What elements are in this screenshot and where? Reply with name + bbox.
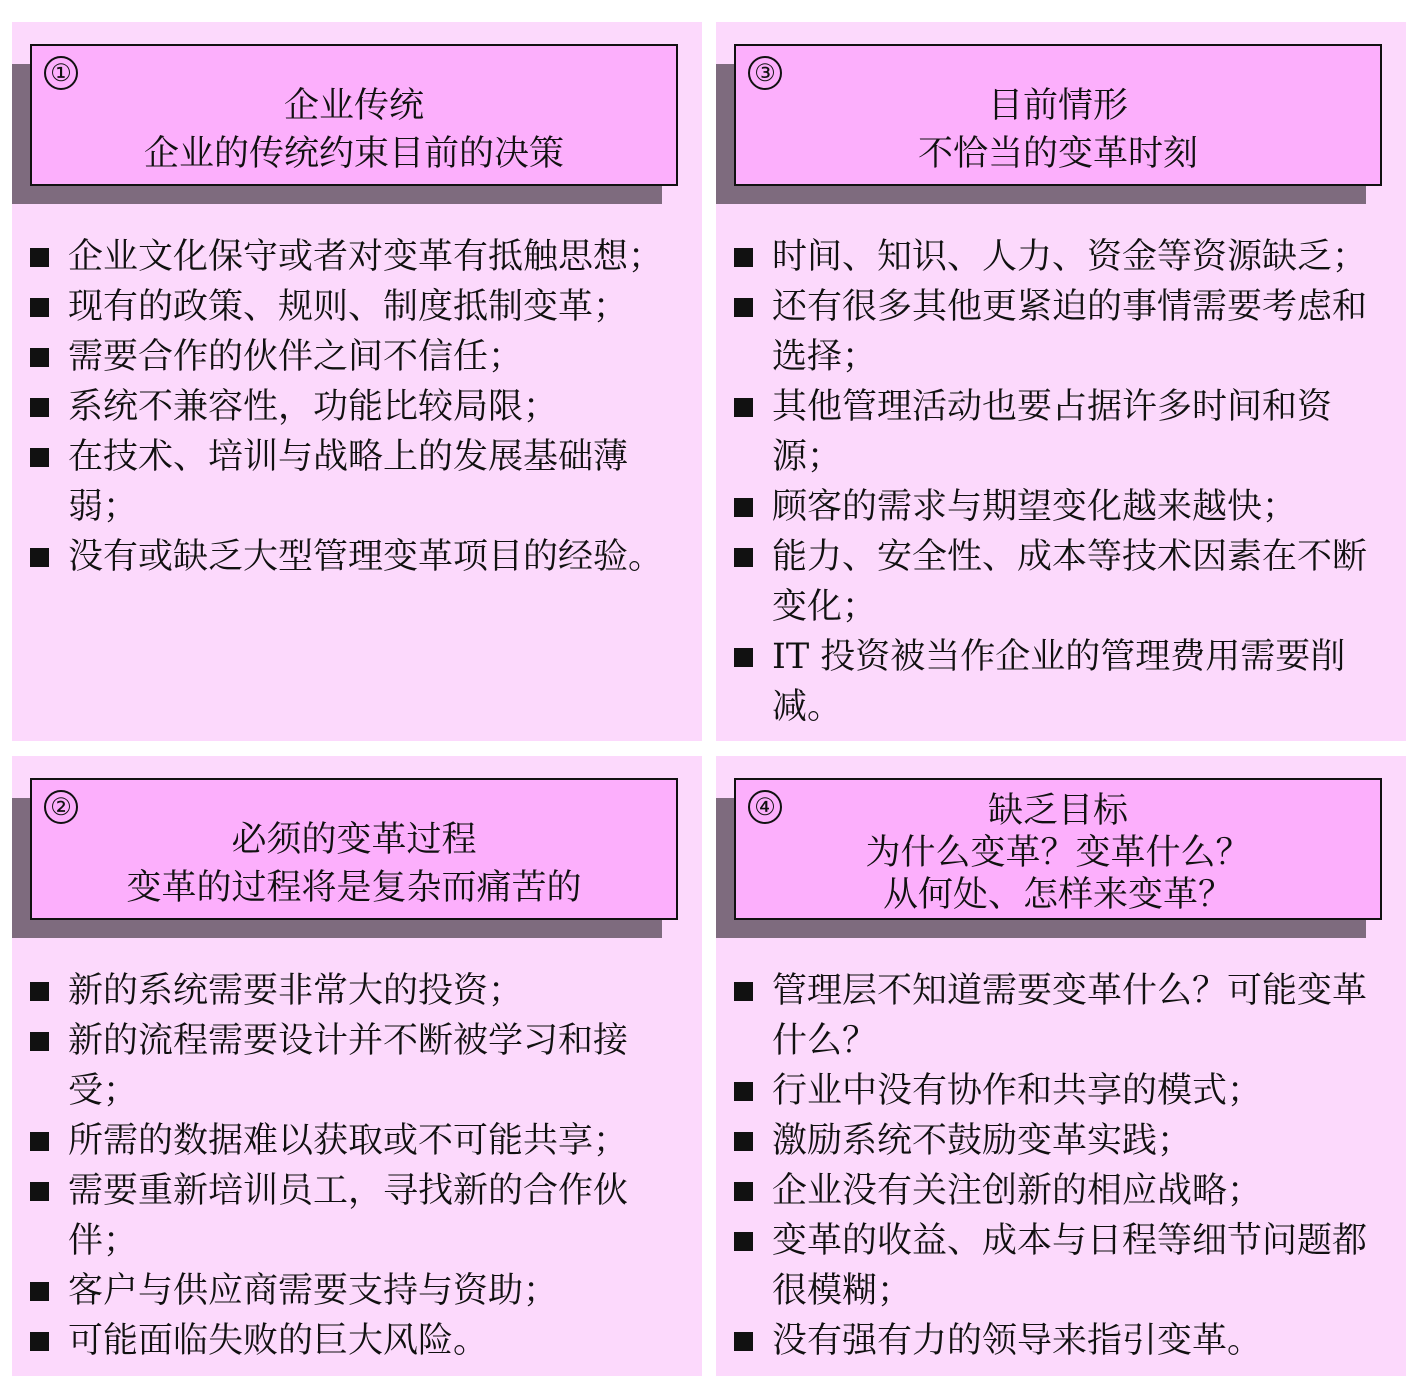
header-subtitle: 企业的传统约束目前的决策 xyxy=(143,134,564,174)
bullet-square-icon xyxy=(30,1132,49,1151)
bullet-square-icon xyxy=(30,982,49,1001)
panel-number: ② xyxy=(44,790,78,824)
list-item xyxy=(730,1316,1396,1366)
list-item xyxy=(730,482,1396,532)
item-text: 系统不兼容性，功能比较局限； xyxy=(68,387,559,427)
list-item xyxy=(26,1016,692,1116)
panel-number: ④ xyxy=(748,790,782,824)
bullet-square-icon xyxy=(734,1082,753,1101)
list-item xyxy=(26,1116,692,1166)
list-item xyxy=(730,1116,1396,1166)
item-text: 其他管理活动也要占据许多时间和资源； xyxy=(772,387,1333,477)
item-text: 能力、安全性、成本等技术因素在不断变化； xyxy=(772,537,1368,627)
list-item xyxy=(26,282,692,332)
item-text: 管理层不知道需要变革什么？可能变革什么？ xyxy=(772,971,1368,1061)
bullet-square-icon xyxy=(30,348,49,367)
item-text: 新的流程需要设计并不断被学习和接受； xyxy=(68,1021,629,1111)
bullet-square-icon xyxy=(734,298,753,317)
panel-current-situation xyxy=(716,22,1406,741)
item-text: 需要重新培训员工，寻找新的合作伙伴； xyxy=(68,1171,629,1261)
bullet-square-icon xyxy=(734,1332,753,1351)
list-item xyxy=(26,532,692,582)
list-item xyxy=(26,1316,692,1366)
header-title: 缺乏目标 xyxy=(987,791,1128,831)
bullet-square-icon xyxy=(734,1182,753,1201)
header-subtitle: 变革的过程将是复杂而痛苦的 xyxy=(126,868,582,908)
bullet-square-icon xyxy=(30,448,49,467)
list-item xyxy=(730,966,1396,1066)
item-text: 在技术、培训与战略上的发展基础薄弱； xyxy=(68,437,629,527)
list-item xyxy=(730,532,1396,632)
bullet-square-icon xyxy=(734,1132,753,1151)
item-text: 可能面临失败的巨大风险。 xyxy=(68,1321,489,1361)
bullet-square-icon xyxy=(30,298,49,317)
list-item xyxy=(26,232,692,282)
item-text: 激励系统不鼓励变革实践； xyxy=(772,1121,1193,1161)
header-subtitle: 不恰当的变革时刻 xyxy=(917,134,1198,174)
list-item xyxy=(730,1166,1396,1216)
item-text: 没有强有力的领导来指引变革。 xyxy=(772,1321,1263,1361)
list-item xyxy=(730,1066,1396,1116)
bullet-square-icon xyxy=(30,248,49,267)
item-text: IT 投资被当作企业的管理费用需要削减。 xyxy=(772,637,1346,727)
bullet-square-icon xyxy=(30,548,49,567)
bullet-square-icon xyxy=(30,1032,49,1051)
item-list xyxy=(730,232,1396,732)
bullet-square-icon xyxy=(734,498,753,517)
item-text: 新的系统需要非常大的投资； xyxy=(68,971,524,1011)
item-text: 行业中没有协作和共享的模式； xyxy=(772,1071,1263,1111)
bullet-square-icon xyxy=(30,1182,49,1201)
item-list xyxy=(26,232,692,582)
item-text: 还有很多其他更紧迫的事情需要考虑和选择； xyxy=(772,287,1368,377)
panel-required-change-process xyxy=(12,756,702,1376)
bullet-square-icon xyxy=(734,1232,753,1251)
panel-number: ① xyxy=(44,56,78,90)
item-text: 没有或缺乏大型管理变革项目的经验。 xyxy=(68,537,664,577)
item-text: 需要合作的伙伴之间不信任； xyxy=(68,337,524,377)
list-item xyxy=(730,282,1396,382)
panel-header xyxy=(734,44,1382,186)
list-item xyxy=(26,1166,692,1266)
item-list xyxy=(730,966,1396,1366)
item-text: 变革的收益、成本与日程等细节问题都很模糊； xyxy=(772,1221,1368,1311)
bullet-square-icon xyxy=(30,398,49,417)
header-title: 企业传统 xyxy=(283,86,424,126)
item-text: 企业文化保守或者对变革有抵触思想； xyxy=(68,237,664,277)
panel-number: ③ xyxy=(748,56,782,90)
item-text: 现有的政策、规则、制度抵制变革； xyxy=(68,287,629,327)
list-item xyxy=(730,232,1396,282)
item-text: 顾客的需求与期望变化越来越快； xyxy=(772,487,1298,527)
panel-lack-of-goals xyxy=(716,756,1406,1376)
list-item xyxy=(26,966,692,1016)
bullet-square-icon xyxy=(734,982,753,1001)
header-subtitle-2: 从何处、怎样来变革？ xyxy=(882,875,1233,915)
item-list xyxy=(26,966,692,1366)
header-title: 目前情形 xyxy=(987,86,1128,126)
header-subtitle: 为什么变革？变革什么？ xyxy=(865,833,1251,873)
list-item xyxy=(26,332,692,382)
bullet-square-icon xyxy=(734,398,753,417)
list-item xyxy=(730,632,1396,732)
list-item xyxy=(26,432,692,532)
list-item xyxy=(730,382,1396,482)
panel-header xyxy=(734,778,1382,920)
item-text: 企业没有关注创新的相应战略； xyxy=(772,1171,1263,1211)
panel-header xyxy=(30,778,678,920)
bullet-square-icon xyxy=(30,1282,49,1301)
list-item xyxy=(26,1266,692,1316)
header-title: 必须的变革过程 xyxy=(231,820,477,860)
item-text: 时间、知识、人力、资金等资源缺乏； xyxy=(772,237,1368,277)
item-text: 所需的数据难以获取或不可能共享； xyxy=(68,1121,629,1161)
list-item xyxy=(26,382,692,432)
panel-header xyxy=(30,44,678,186)
bullet-square-icon xyxy=(734,648,753,667)
list-item xyxy=(730,1216,1396,1316)
panel-enterprise-tradition xyxy=(12,22,702,741)
bullet-square-icon xyxy=(734,548,753,567)
bullet-square-icon xyxy=(30,1332,49,1351)
item-text: 客户与供应商需要支持与资助； xyxy=(68,1271,559,1311)
bullet-square-icon xyxy=(734,248,753,267)
